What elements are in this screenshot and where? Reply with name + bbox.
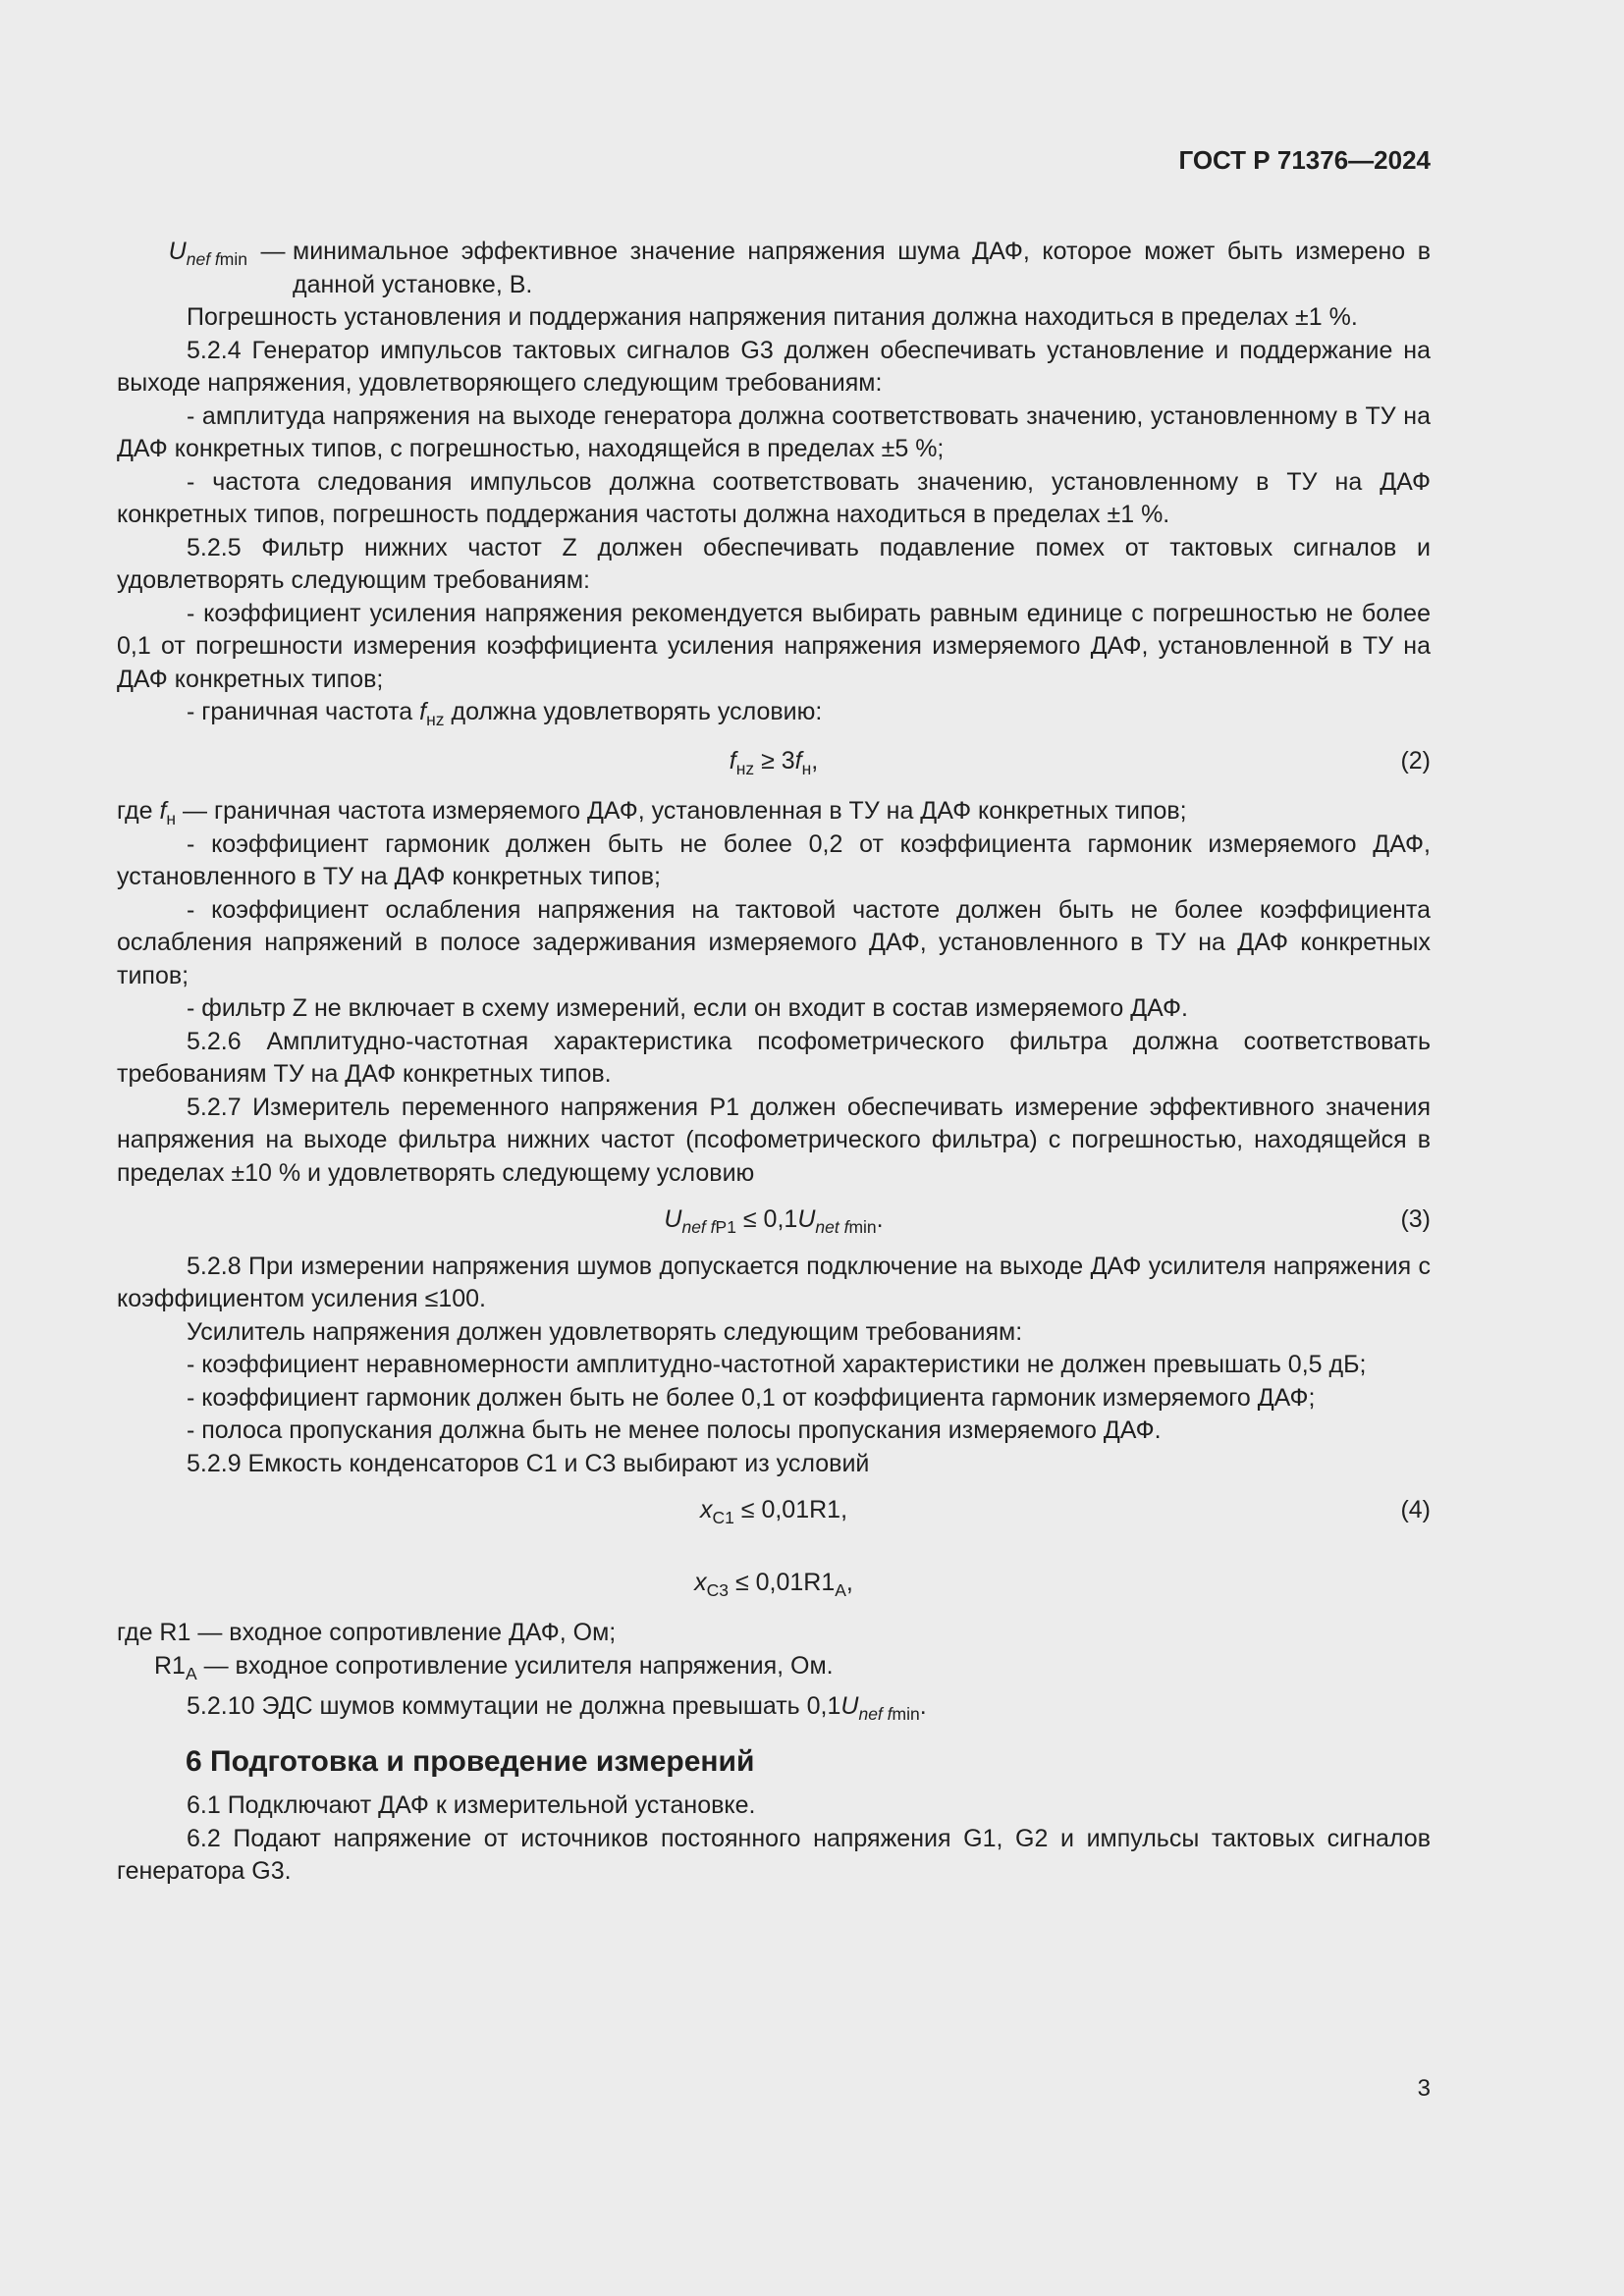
standard-header: ГОСТ Р 71376—2024 <box>1178 145 1431 175</box>
where-clause: $R1_A$ — входное сопротивление усилителя напряжения, Ом. <box>154 1651 834 1683</box>
clause-5-2-8: 5.2.8 При измерении напряжения шумов допускается подключение на выходе ДАФ усилителя напряжения с коэффициентом усиления ≤100. <box>117 1252 1431 1312</box>
clause-6-2: 6.2 Подают напряжение от источников постоянного напряжения G1, G2 и импульсы тактовых сигналов генератора G3. <box>117 1824 1431 1885</box>
list-item: - коэффициент гармоник должен быть не более 0,2 от коэффициента гармоник измеряемого ДАФ, установленного в ТУ на ДАФ конкретных типов; <box>117 829 1431 890</box>
clause-5-2-6: 5.2.6 Амплитудно-частотная характеристика псофометрического фильтра должна соответствовать требованиям ТУ на ДАФ конкретных типов. <box>117 1027 1431 1088</box>
list-item: - полоса пропускания должна быть не менее полосы пропускания измеряемого ДАФ. <box>187 1416 1162 1444</box>
equation-number: (2) <box>1400 746 1431 774</box>
equation-3: $U_{nef fP1} \le 0,1U_{net fmin}$. (3) <box>664 1205 1431 1238</box>
equation-number: (4) <box>1400 1496 1431 1523</box>
where-clause: где $f_н$ — граничная частота измеряемого ДАФ, установленная в ТУ на ДАФ конкретных типов; <box>117 797 1187 829</box>
where-clause: где R1 — входное сопротивление ДАФ, Ом; <box>117 1619 617 1646</box>
clause-5-2-4: 5.2.4 Генератор импульсов тактовых сигналов G3 должен обеспечивать установление и поддержание на выходе напряжения, удовлетворяющего следующим требованиям: <box>117 336 1431 397</box>
paragraph: Усилитель напряжения должен удовлетворять следующим требованиям: <box>187 1317 1023 1346</box>
clause-5-2-10: 5.2.10 ЭДС шумов коммутации не должна превышать $0,1U_{nef fmin}$. <box>187 1692 927 1725</box>
list-item: - коэффициент ослабления напряжения на тактовой частоте должен быть не более коэффициента ослабления напряжений в полосе задерживания измеряемого ДАФ, установленного в ТУ на ДАФ конкретных типов; <box>117 895 1431 989</box>
equation-4b: $x_{C3} \le 0,01R1_A$, <box>694 1568 853 1600</box>
section-heading: 6 Подготовка и проведение измерений <box>186 1744 755 1778</box>
definition-symbol: $U_{nef fmin}$ <box>168 238 247 270</box>
list-item: - коэффициент гармоник должен быть не более 0,1 от коэффициента гармоник измеряемого ДАФ; <box>187 1383 1316 1412</box>
clause-6-1: 6.1 Подключают ДАФ к измерительной установке. <box>187 1791 756 1819</box>
page-number: 3 <box>1417 2075 1431 2102</box>
list-item: - коэффициент усиления напряжения рекомендуется выбирать равным единице с погрешностью не более 0,1 от погрешности измерения коэффициента усиления напряжения измеряемого ДАФ, установленной в ТУ на ДАФ конкретных типов; <box>117 599 1431 693</box>
list-item: - коэффициент неравномерности амплитудно-частотной характеристики не должен превышать 0,5 дБ; <box>187 1351 1367 1378</box>
list-item: - фильтр Z не включает в схему измерений, если он входит в состав измеряемого ДАФ. <box>187 994 1188 1022</box>
definition-dash: — <box>260 238 286 265</box>
equation-2: $f_{нz} \ge 3f_н$, (2) <box>729 746 1431 778</box>
equation-4a: $x_{C1} \le 0,01R1$, (4) <box>699 1496 1431 1528</box>
list-item: - частота следования импульсов должна соответствовать значению, установленному в ТУ на ДАФ конкретных типов, погрешность поддержания частоты должна находиться в пределах ±1 %. <box>117 467 1431 528</box>
clause-5-2-9: 5.2.9 Емкость конденсаторов С1 и С3 выбирают из условий <box>187 1449 870 1477</box>
paragraph: Погрешность установления и поддержания напряжения питания должна находиться в пределах ±1 %. <box>187 303 1358 331</box>
clause-5-2-5: 5.2.5 Фильтр нижних частот Z должен обеспечивать подавление помех от тактовых сигналов и удовлетворять следующим требованиям: <box>117 533 1431 594</box>
equation-number: (3) <box>1400 1205 1431 1233</box>
definition-unef <box>117 236 1431 301</box>
definition-text: минимальное эффективное значение напряжения шума ДАФ, которое может быть измерено в данной установке, В. <box>293 238 1431 298</box>
list-item: - граничная частота $f_{нz}$ должна удовлетворять условию: <box>187 698 823 730</box>
list-item: - амплитуда напряжения на выходе генератора должна соответствовать значению, установленному в ТУ на ДАФ конкретных типов, с погрешностью, находящейся в пределах ±5 %; <box>117 401 1431 462</box>
clause-5-2-7: 5.2.7 Измеритель переменного напряжения P1 должен обеспечивать измерение эффективного значения напряжения на выходе фильтра нижних частот (псофометрического фильтра) с погрешностью, находящейся в пределах ±10 % и удовлетворять следующему условию <box>117 1093 1431 1187</box>
page-body <box>117 0 1431 1889</box>
